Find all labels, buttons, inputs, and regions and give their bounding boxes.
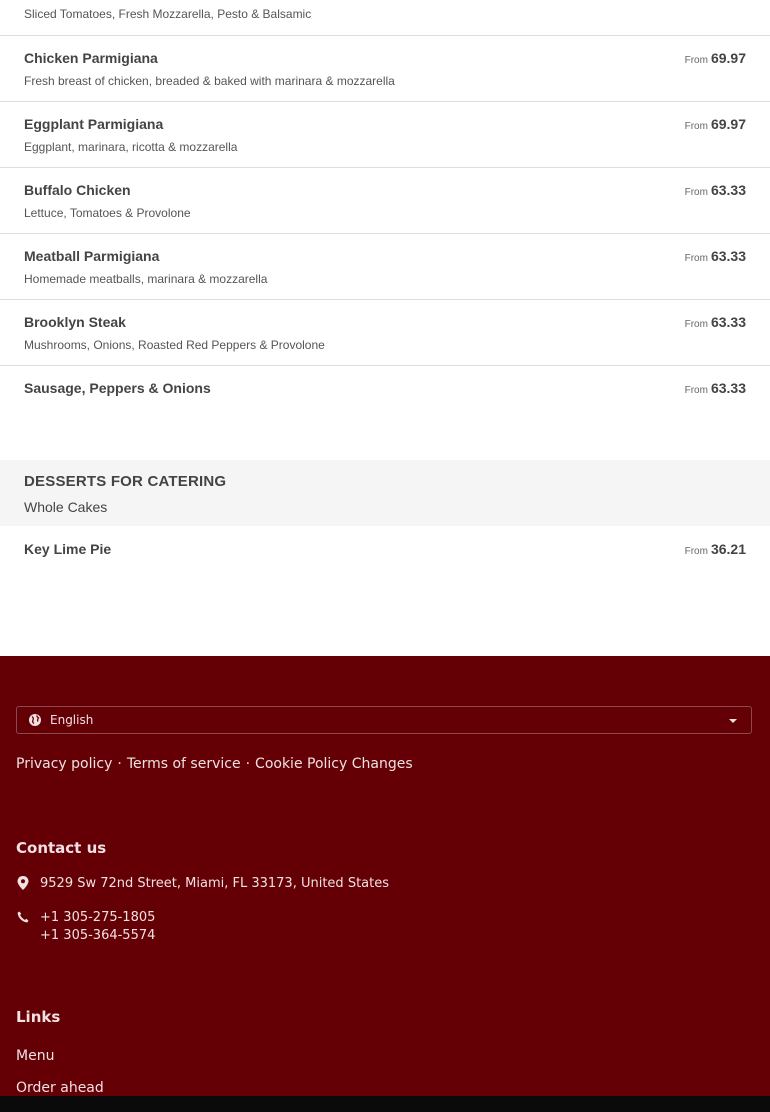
section-header-desserts (0, 460, 770, 526)
item-price (685, 380, 746, 396)
section-title: DESSERTS FOR CATERING (24, 473, 227, 490)
price-from-label: From (684, 546, 708, 557)
item-price (685, 50, 746, 66)
contact-phone-1[interactable]: +1 305-275-1805 (40, 910, 156, 925)
cookie-policy-link[interactable]: Cookie Policy Changes (255, 756, 413, 772)
item-name: Meatball Parmigiana (24, 248, 160, 264)
menu-item-brooklyn-steak[interactable] (0, 300, 770, 366)
item-price (685, 314, 746, 330)
price-value: 63.33 (710, 248, 746, 264)
footer-link-menu[interactable]: Menu (16, 1048, 55, 1064)
separator: · (117, 756, 122, 772)
price-value: 69.97 (710, 50, 746, 66)
separator: · (245, 756, 251, 772)
price-value: 69.97 (710, 116, 746, 132)
price-from-label: From (684, 121, 708, 132)
price-value: 63.33 (710, 380, 746, 396)
item-description: Fresh breast of chicken, breaded & baked with marinara & mozzarella (24, 74, 395, 88)
item-name: Key Lime Pie (24, 541, 112, 557)
price-from-label: From (684, 319, 708, 330)
item-price (685, 182, 746, 198)
item-name: Brooklyn Steak (24, 314, 126, 330)
item-description: Homemade meatballs, marinara & mozzarella (24, 272, 268, 286)
menu-item-sausage-peppers-onions[interactable] (0, 366, 770, 454)
privacy-policy-link[interactable]: Privacy policy (16, 756, 113, 772)
item-price (685, 116, 746, 132)
price-value: 63.33 (710, 182, 746, 198)
location-pin-icon (17, 876, 29, 890)
menu-item-buffalo-chicken[interactable] (0, 168, 770, 234)
item-name: Sausage, Peppers & Onions (24, 380, 211, 396)
menu-item-meatball-parmigiana[interactable] (0, 234, 770, 300)
item-description: Eggplant, marinara, ricotta & mozzarella (24, 140, 238, 154)
globe-icon (28, 713, 42, 727)
item-name: Chicken Parmigiana (24, 50, 158, 66)
price-from-label: From (684, 187, 708, 198)
price-from-label: From (684, 253, 708, 264)
menu-item-caprese[interactable] (0, 0, 770, 36)
phone-icon (17, 911, 29, 923)
contact-phone-2[interactable]: +1 305-364-5574 (40, 928, 156, 943)
language-select[interactable] (16, 706, 752, 734)
language-label: English (50, 713, 94, 727)
menu-item-chicken-parmigiana[interactable] (0, 36, 770, 102)
terms-of-service-link[interactable]: Terms of service (126, 756, 241, 772)
price-from-label: From (684, 385, 708, 396)
footer-link-order-ahead[interactable]: Order ahead (16, 1080, 104, 1096)
price-from-label: From (684, 55, 708, 66)
bottom-bar (0, 1096, 770, 1112)
site-footer (0, 656, 770, 1096)
contact-address[interactable]: 9529 Sw 72nd Street, Miami, FL 33173, United States (40, 876, 390, 891)
section-subtitle: Whole Cakes (24, 499, 108, 515)
price-value: 36.21 (710, 541, 746, 557)
item-price (685, 541, 746, 557)
item-description: Lettuce, Tomatoes & Provolone (24, 206, 191, 220)
menu-list (0, 0, 770, 454)
menu-item-eggplant-parmigiana[interactable] (0, 102, 770, 168)
menu-item-key-lime-pie[interactable] (0, 526, 770, 586)
item-name: Eggplant Parmigiana (24, 116, 164, 132)
legal-links (16, 756, 413, 772)
chevron-down-icon (729, 719, 737, 723)
price-value: 63.33 (710, 314, 746, 330)
item-description: Sliced Tomatoes, Fresh Mozzarella, Pesto & Balsamic (24, 7, 312, 21)
item-name: Buffalo Chicken (24, 182, 131, 198)
item-description: Mushrooms, Onions, Roasted Red Peppers & Provolone (24, 338, 325, 352)
item-price (685, 248, 746, 264)
links-heading: Links (16, 1008, 61, 1026)
contact-heading: Contact us (16, 839, 107, 857)
